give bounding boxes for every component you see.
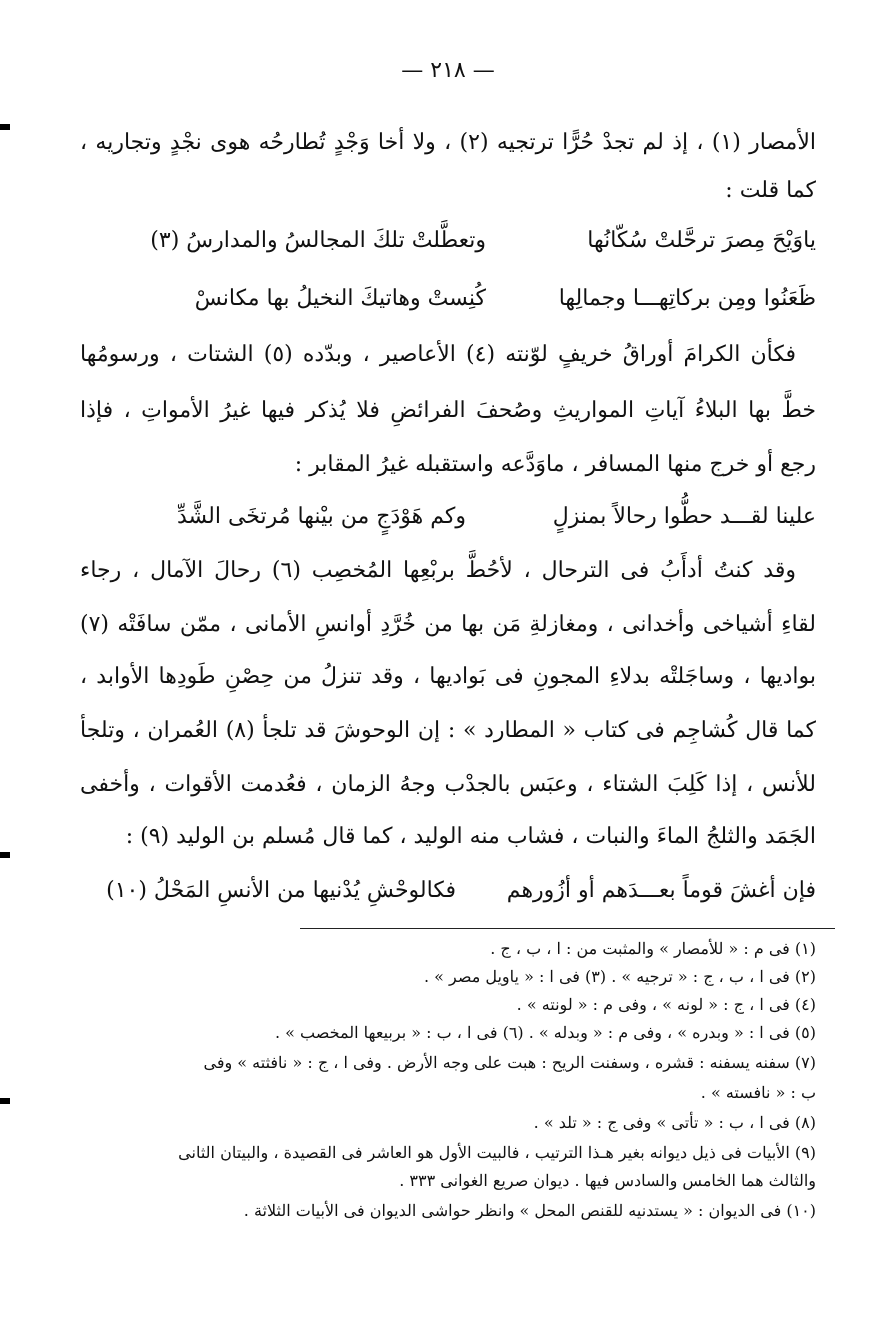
footnote: ب : « نافسته » .: [700, 1083, 816, 1102]
verse-hemistich-second: وكم هَوْدَجٍ من بيْنها مُرتخَى الشَّدِّ: [176, 504, 466, 529]
text-line: بواديها ، وساجَلتْه بدلاءِ المجونِ فى بَواديها ، وقد تنزلُ من حِصْنِ طَودِها الأوابد ،: [80, 664, 816, 689]
footnote: (٨) فى ا ، ب : « تأتى » وفى ج : « تلد » .: [533, 1113, 816, 1132]
margin-mark: [0, 124, 10, 130]
footnote: (٤) فى ا ، ج : « لونه » ، وفى م : « لونته » .: [516, 995, 816, 1014]
footnote: (١٠) فى الديوان : « يستدنيه للقنص المحل » وانظر حواشى الديوان فى الأبيات الثلاثة .: [243, 1201, 816, 1220]
verse-hemistich-second: كُنِستْ وهاتيكَ النخيلُ بها مكانسْ: [194, 286, 486, 311]
text-line: كما قلت :: [725, 178, 816, 203]
footnote-rule: [300, 928, 835, 929]
verse-hemistich-first: ظَعَنُوا ومِن بركاتِهـــا وجمالِها: [558, 286, 816, 311]
text-line: وقد كنتُ أدأَبُ فى الترحال ، لأحُطَّ بربْعِها المُخصِب (٦) رحالَ الآمال ، رجاء: [80, 558, 796, 583]
text-line: الأمصار (١) ، إذ لم تجدْ حُرًّا ترتجيه (٢) ، ولا أخا وَجْدٍ تُطارحُه هوى نجْدٍ وتجاريه ،: [80, 130, 816, 155]
text-line: رجع أو خرج منها المسافر ، ماوَدَّعه واستقبله غيرُ المقابر :: [294, 452, 816, 477]
text-line: خطَّ بها البلاءُ آياتِ المواريثِ وصُحفَ الفرائضِ فلا يُذكر فيها غيرُ الأمواتِ ، فإذا: [80, 398, 816, 423]
verse-hemistich-second: فكالوحْشِ يُدْنيها من الأنسِ المَحْلُ (١٠): [106, 878, 456, 903]
verse-hemistich-second: وتعطَّلتْ تلكَ المجالسُ والمدارسُ (٣): [150, 228, 486, 253]
margin-mark: [0, 852, 10, 858]
text-line: فكأن الكرامَ أوراقُ خريفٍ لوّنته (٤) الأعاصير ، وبدّده (٥) الشتات ، ورسومُها: [80, 342, 796, 367]
margin-mark: [0, 1098, 10, 1104]
page-number: — ٢١٨ —: [401, 58, 495, 83]
text-line: للأنس ، إذا كَلِبَ الشتاء ، وعبَس بالجدْب وجهُ الزمان ، فعُدمت الأقوات ، وأخفى: [80, 772, 816, 797]
footnote: (٥) فى ا : « وبدره » ، وفى م : « وبدله » . (٦) فى ا ، ب : « بربيعها المخصب » .: [275, 1023, 816, 1042]
footnote: والثالث هما الخامس والسادس فيها . ديوان صريع الغوانى ٣٣٣ .: [399, 1171, 816, 1190]
footnote: (٢) فى ا ، ب ، ج : « ترجيه » . (٣) فى ا : « ياويل مصر » .: [423, 967, 816, 986]
verse-hemistich-first: فإن أغشَ قوماً بعـــدَهم أو أزُورهم: [506, 878, 816, 903]
text-line: لقاءِ أشياخى وأخدانى ، ومغازلةِ مَن بها من خُرَّدِ أوانسِ الأمانى ، ممّن سافَتْه (٧): [80, 612, 816, 637]
text-line: الجَمَد والثلجُ الماءَ والنبات ، فشاب منه الوليد ، كما قال مُسلم بن الوليد (٩) :: [125, 824, 816, 849]
text-line: كما قال كُشاجِم فى كتاب « المطارد » : إن الوحوشَ قد تلجأ (٨) العُمران ، وتلجأ: [80, 718, 816, 743]
footnote: (٩) الأبيات فى ذيل ديوانه بغير هـذا الترتيب ، فالبيت الأول هو العاشر فى القصيدة ، والبيتان الثانى: [178, 1143, 816, 1162]
verse-hemistich-first: علينا لقـــد حطُّوا رحالاً بمنزلٍ: [552, 504, 816, 529]
footnote: (١) فى م : « للأمصار » والمثبت من : ا ، ب ، ج .: [490, 939, 816, 958]
footnote: (٧) سفنه يسفنه : قشره ، وسفنت الريح : هبت على وجه الأرض . وفى ا ، ج : « نافثته » وفى: [203, 1053, 816, 1072]
verse-hemistich-first: ياوَيْحَ مِصرَ ترحَّلتْ سُكّانُها: [587, 228, 816, 253]
